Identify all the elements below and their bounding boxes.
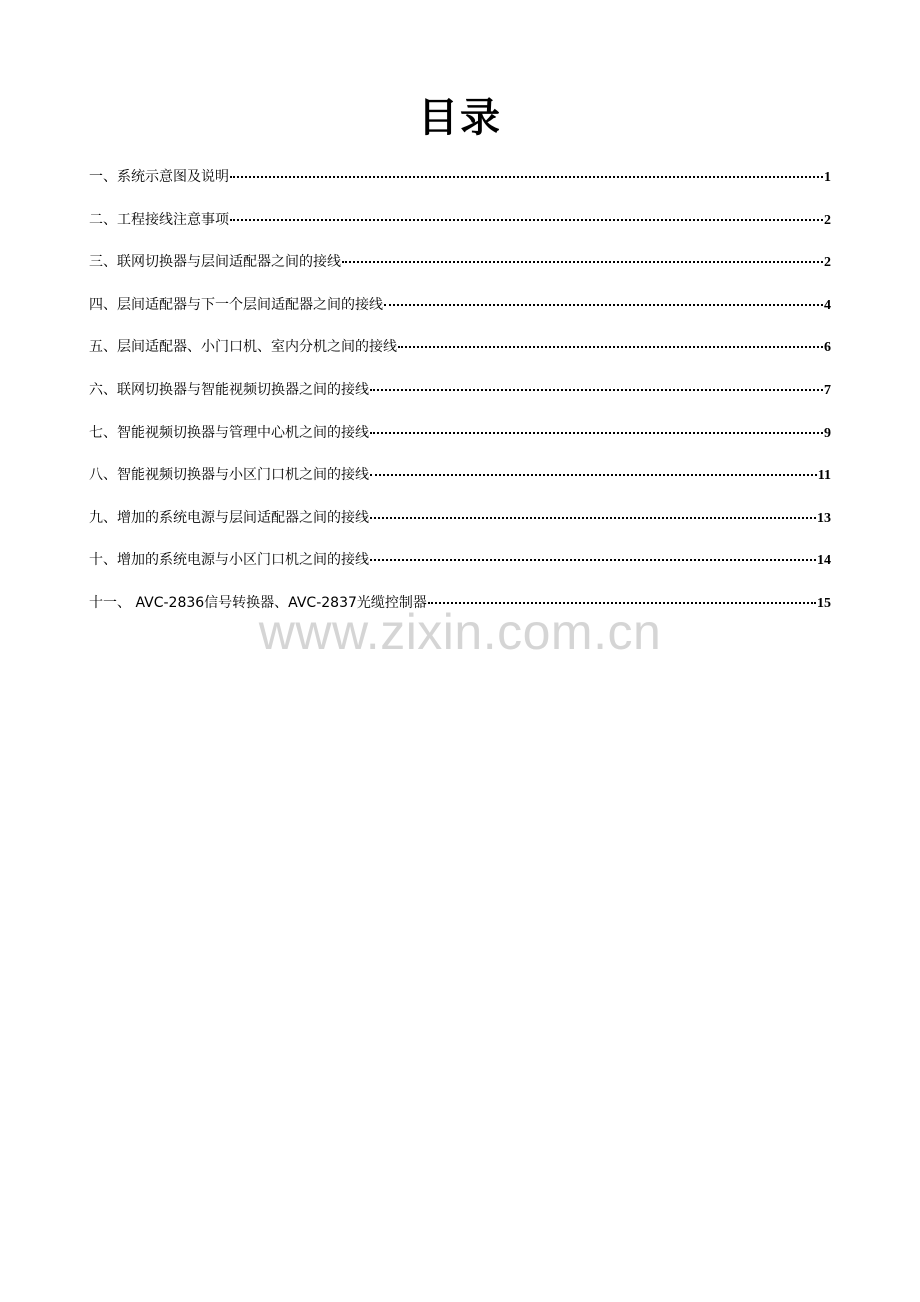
toc-leader-dots — [370, 432, 823, 434]
toc-entry-label: 十一、 AVC-2836信号转换器、AVC-2837光缆控制器 — [89, 594, 427, 611]
toc-entry-5[interactable] — [89, 335, 831, 378]
toc-entry-1[interactable] — [89, 165, 831, 208]
toc-entry-8[interactable] — [89, 463, 831, 506]
toc-entry-10[interactable] — [89, 548, 831, 591]
toc-leader-dots — [370, 389, 823, 391]
toc-entry-label: 四、层间适配器与下一个层间适配器之间的接线 — [89, 296, 383, 313]
toc-entry-page: 6 — [824, 340, 831, 356]
toc-entry-page: 13 — [817, 510, 831, 526]
toc-entry-label: 九、增加的系统电源与层间适配器之间的接线 — [89, 509, 369, 526]
toc-entry-page: 4 — [824, 297, 831, 313]
toc-entry-label: 十、增加的系统电源与小区门口机之间的接线 — [89, 552, 369, 569]
toc-entry-page: 11 — [817, 468, 831, 484]
toc-entry-label: 七、智能视频切换器与管理中心机之间的接线 — [89, 424, 369, 441]
toc-leader-dots — [370, 517, 816, 519]
toc-entry-label: 五、层间适配器、小门口机、室内分机之间的接线 — [89, 339, 397, 356]
toc-entry-page: 1 — [824, 170, 831, 185]
toc-entry-7[interactable] — [89, 421, 831, 464]
toc-entry-page: 9 — [824, 425, 831, 441]
toc-leader-dots — [370, 559, 816, 561]
toc-leader-dots — [398, 346, 823, 348]
toc-leader-dots — [342, 261, 823, 263]
toc-entry-page: 7 — [824, 382, 831, 398]
toc-entry-label: 三、联网切换器与层间适配器之间的接线 — [89, 254, 341, 271]
toc-entry-3[interactable] — [89, 250, 831, 293]
toc-leader-dots — [230, 176, 823, 178]
toc-entry-page: 15 — [817, 595, 831, 611]
toc-leader-dots — [230, 219, 823, 221]
toc-entry-6[interactable] — [89, 378, 831, 421]
toc-entry-label: 一、系统示意图及说明 — [89, 169, 229, 185]
toc-leader-dots — [370, 474, 817, 476]
toc-list — [89, 165, 831, 634]
toc-entry-4[interactable] — [89, 293, 831, 336]
toc-entry-label: 六、联网切换器与智能视频切换器之间的接线 — [89, 381, 369, 398]
toc-entry-page: 2 — [824, 212, 831, 228]
toc-leader-dots — [384, 304, 823, 306]
toc-entry-label: 二、工程接线注意事项 — [89, 211, 229, 228]
toc-title: 目录 — [418, 95, 502, 141]
toc-entry-9[interactable] — [89, 506, 831, 549]
toc-entry-page: 2 — [824, 255, 831, 271]
toc-entry-label: 八、智能视频切换器与小区门口机之间的接线 — [89, 467, 369, 484]
toc-entry-page: 14 — [817, 553, 831, 569]
watermark: www.zixin.com.cn — [258, 604, 662, 660]
toc-entry-2[interactable] — [89, 208, 831, 251]
